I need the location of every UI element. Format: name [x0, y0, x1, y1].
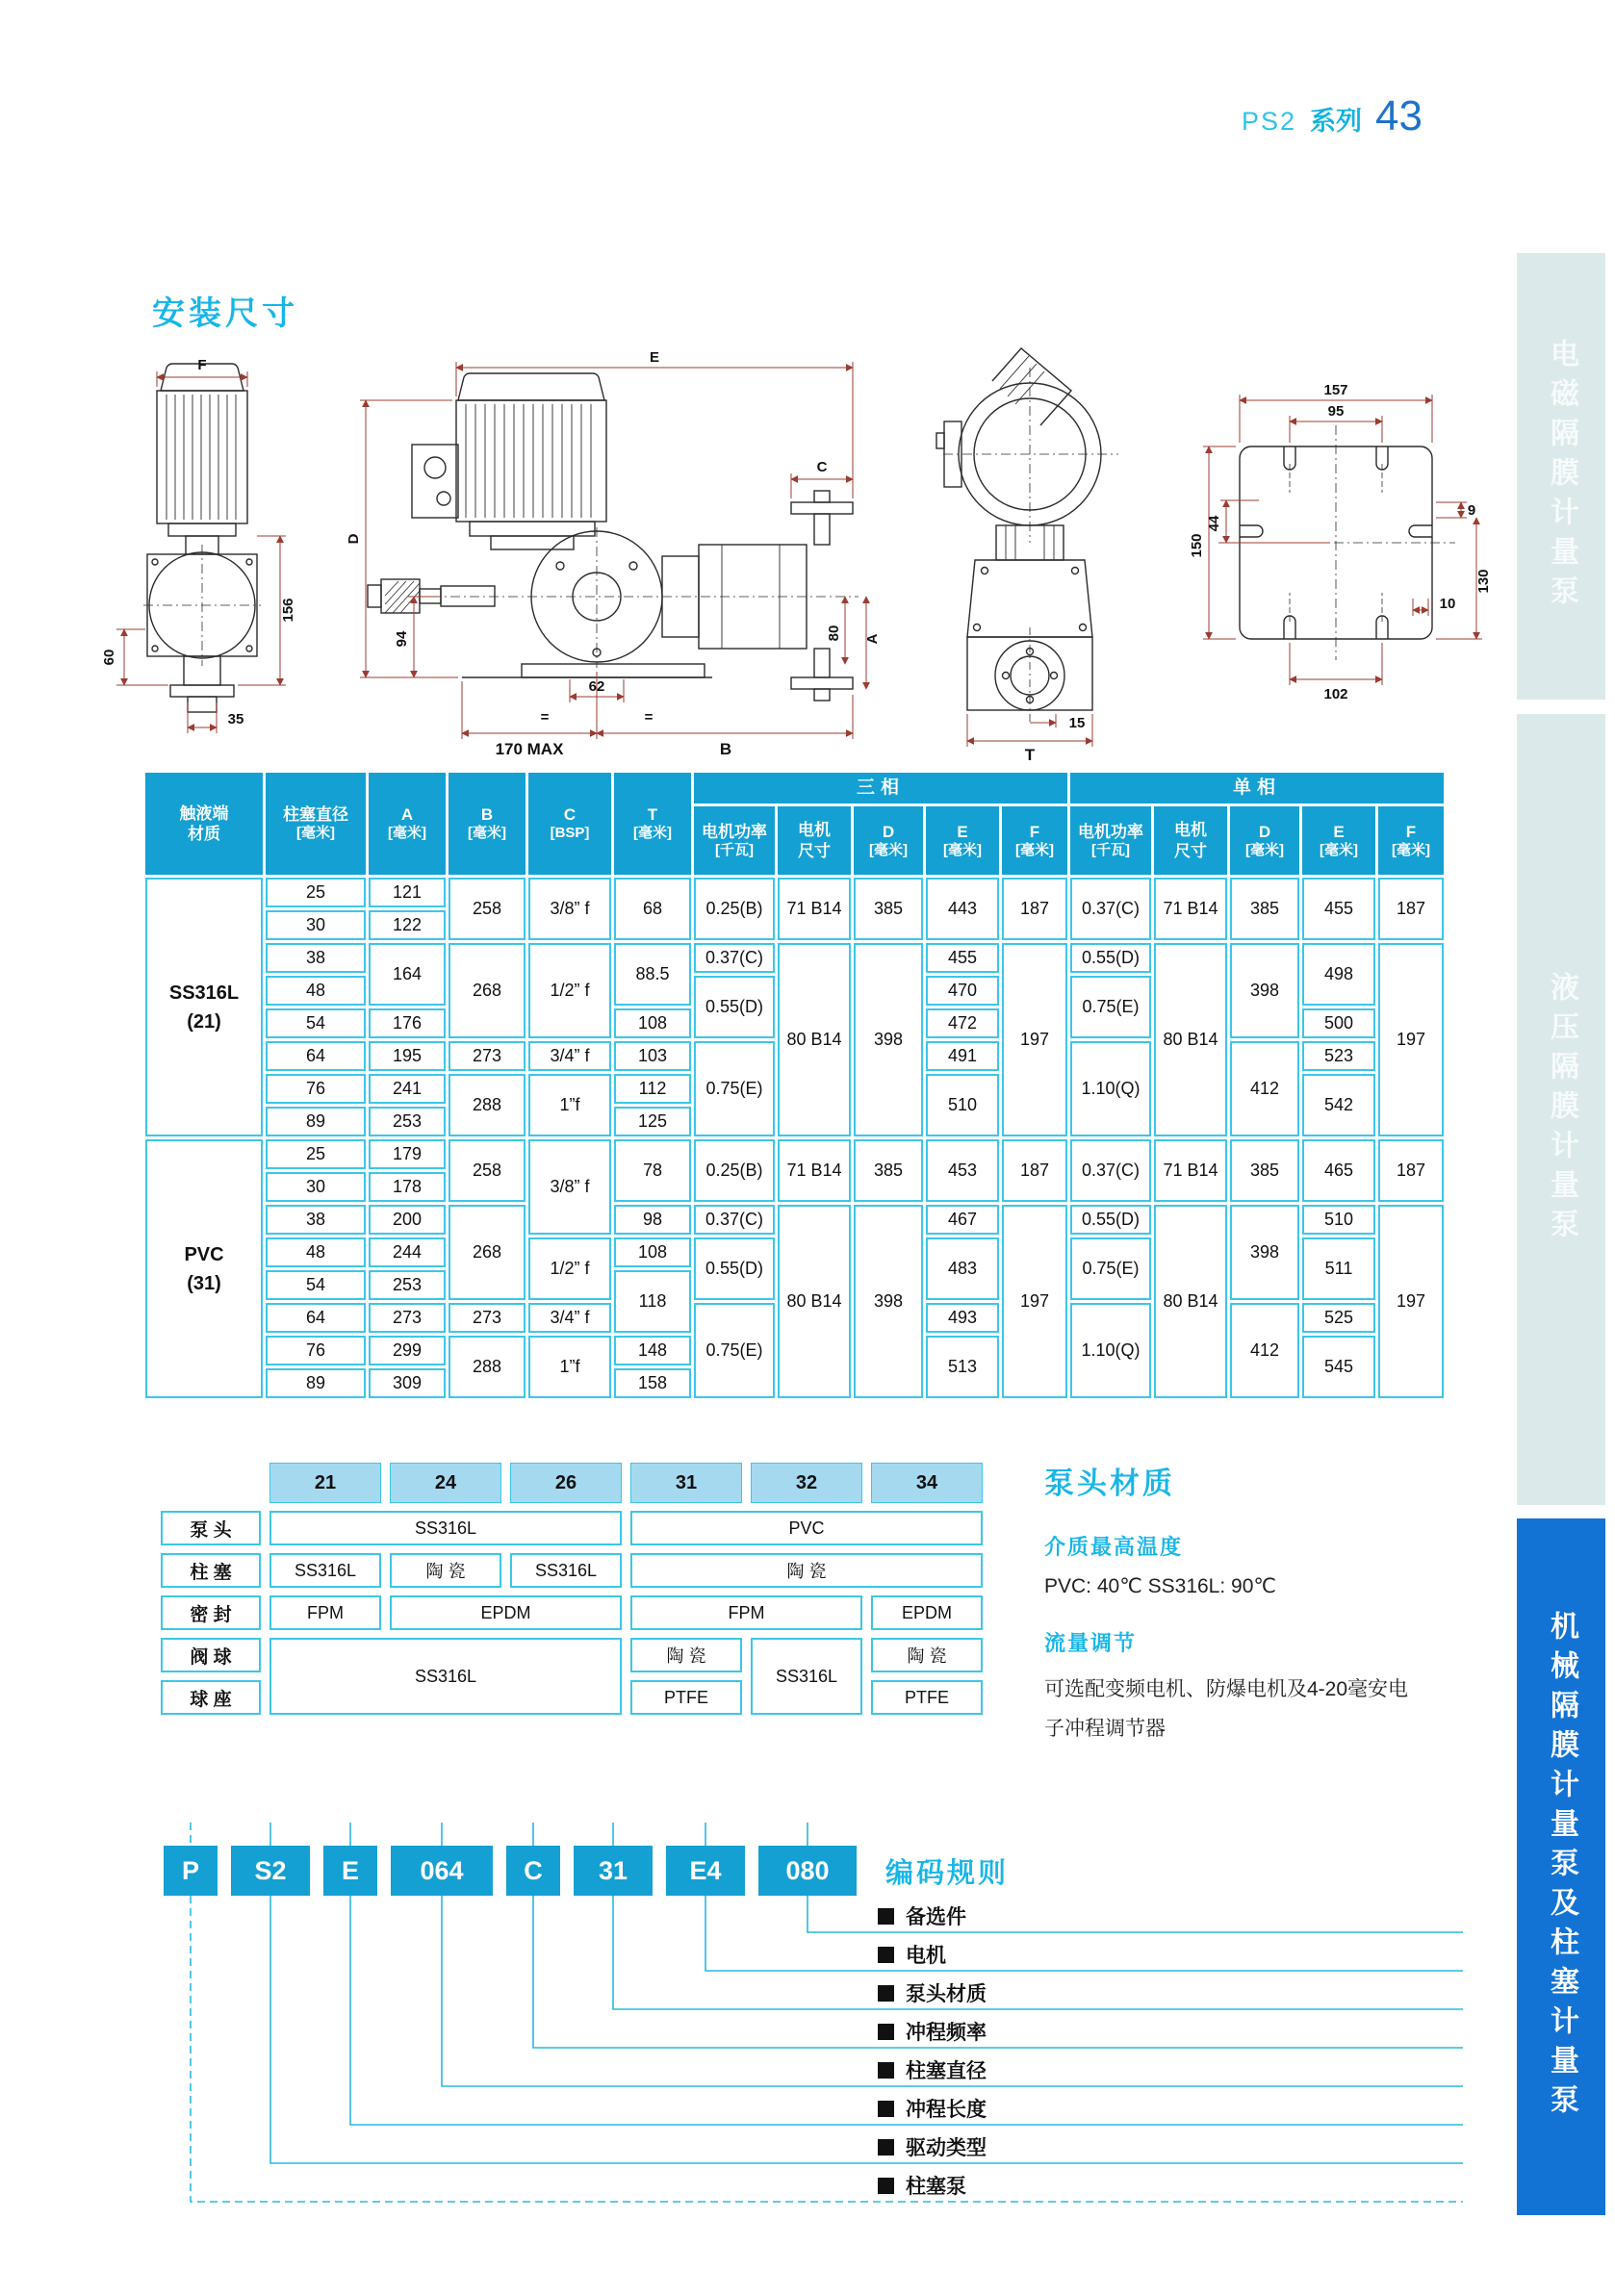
dim-cell: 398	[1230, 1205, 1299, 1300]
header-label: 电机功率	[1078, 822, 1143, 841]
dim-label: 44	[1206, 515, 1222, 532]
header-label: D	[882, 822, 895, 841]
series-label: PS2	[1242, 107, 1297, 136]
bullet-square-icon	[878, 1908, 894, 1925]
dim-cell: 25	[266, 1139, 366, 1169]
dim-label: =	[644, 709, 654, 726]
code-box-stroke-freq: C	[506, 1846, 560, 1896]
dim-cell: 3/8” f	[528, 1139, 611, 1235]
mat-cell: SS316L	[269, 1553, 381, 1588]
table-row	[161, 1553, 983, 1588]
flow-adjust-text: 可选配变频电机、防爆电机及4-20毫安电子冲程调节器	[1044, 1678, 1409, 1740]
legend-item	[878, 2017, 987, 2046]
header-unit: [毫米]	[1320, 841, 1358, 858]
header-motor-size-1ph	[1154, 806, 1227, 875]
mat-cell: 陶 瓷	[871, 1638, 983, 1672]
header-f-1ph	[1378, 806, 1444, 875]
table-row	[161, 1511, 983, 1545]
corner-cell	[161, 1463, 261, 1503]
dim-cell: 71 B14	[778, 1139, 851, 1202]
dim-cell: 71 B14	[1154, 1139, 1227, 1202]
dim-cell: 542	[1302, 1074, 1375, 1136]
dim-cell: 98	[614, 1205, 691, 1235]
dim-cell: 3/4” f	[528, 1303, 611, 1333]
code-box-motor: E4	[666, 1846, 745, 1896]
dim-cell: 385	[854, 1139, 923, 1202]
dim-label: A	[864, 633, 881, 645]
dim-cell: 268	[449, 943, 526, 1038]
header-label: D	[1258, 822, 1271, 841]
dim-cell: 76	[266, 1336, 366, 1365]
dim-cell: 88.5	[614, 943, 691, 1006]
pump-head-material-table	[152, 1455, 991, 1722]
dim-cell: 483	[926, 1237, 999, 1300]
dim-cell: 118	[614, 1270, 691, 1333]
dim-cell: 89	[266, 1368, 366, 1398]
legend-label: 备选件	[906, 1906, 966, 1928]
legend-label: 冲程长度	[906, 2099, 987, 2121]
mat-row-label: 泵 头	[161, 1511, 261, 1545]
header-unit: [毫米]	[1245, 841, 1284, 858]
header-material	[145, 773, 263, 875]
dim-cell: 187	[1002, 1139, 1067, 1202]
dim-cell: 64	[266, 1303, 366, 1333]
bullet-square-icon	[878, 2139, 894, 2156]
dim-cell: 108	[614, 1008, 691, 1038]
mat-col-header: 24	[390, 1463, 501, 1503]
dim-cell: 68	[614, 878, 691, 940]
header-label: 电机功率	[702, 822, 767, 841]
drawing-plate-view	[1176, 368, 1494, 754]
mat-cell: SS316L	[269, 1638, 622, 1715]
dim-cell: 0.55(D)	[694, 1237, 775, 1300]
dim-cell: 0.75(E)	[694, 1303, 775, 1398]
legend-item	[878, 1978, 987, 2007]
dim-label: T	[1024, 746, 1036, 764]
dim-label: =	[540, 709, 550, 726]
header-d-3ph	[854, 806, 923, 875]
mat-cell: EPDM	[390, 1595, 622, 1630]
dim-cell: 71 B14	[778, 878, 851, 940]
material-cell	[145, 1139, 263, 1398]
bullet-square-icon	[878, 2062, 894, 2079]
table-row	[145, 1139, 1444, 1169]
header-unit: [BSP]	[550, 825, 590, 842]
dim-cell: 103	[614, 1041, 691, 1071]
dim-cell: 78	[614, 1139, 691, 1202]
dim-cell: 385	[1230, 1139, 1299, 1202]
dim-cell: 30	[266, 1172, 366, 1202]
sidebar-band-label: 机械隔膜计量泵及柱塞计量泵	[1546, 1610, 1577, 2124]
dim-cell: 470	[926, 976, 999, 1006]
pump-head-material-title: 泵头材质	[1044, 1467, 1175, 1500]
material-name: SS316L	[168, 982, 240, 1004]
table-row	[161, 1638, 983, 1672]
mat-cell: PTFE	[871, 1680, 983, 1715]
bullet-square-icon	[878, 1985, 894, 2002]
sidebar-band-label: 电磁隔膜计量泵	[1546, 338, 1577, 615]
dim-label: 157	[1323, 382, 1348, 398]
header-unit: [毫米]	[633, 825, 672, 842]
dim-label: 95	[1327, 403, 1345, 420]
code-box-pump-type: P	[164, 1846, 218, 1896]
max-temp-title: 介质最高温度	[1044, 1535, 1184, 1559]
bullet-square-icon	[878, 2101, 894, 2117]
dim-cell: 54	[266, 1270, 366, 1300]
dim-cell: 178	[369, 1172, 446, 1202]
dim-cell: 241	[369, 1074, 446, 1104]
header-e-3ph	[926, 806, 999, 875]
dim-cell: 513	[926, 1336, 999, 1398]
dim-cell: 258	[449, 878, 526, 940]
code-box-plunger-dia: 064	[391, 1846, 493, 1896]
dim-cell: 3/4” f	[528, 1041, 611, 1071]
bullet-square-icon	[878, 2178, 894, 2194]
header-label: 触液端	[179, 804, 229, 823]
mat-row-label: 阀 球	[161, 1638, 261, 1672]
dim-cell: 493	[926, 1303, 999, 1333]
table-row	[145, 878, 1444, 907]
max-temp-value: PVC: 40℃ SS316L: 90℃	[1044, 1575, 1276, 1597]
dim-cell: 268	[449, 1205, 526, 1300]
header-label: C	[563, 805, 577, 824]
dim-cell: 187	[1378, 878, 1444, 940]
dim-cell: 0.37(C)	[694, 1205, 775, 1235]
dim-cell: 385	[1230, 878, 1299, 940]
mat-col-header: 21	[269, 1463, 381, 1503]
header-label: F	[1029, 822, 1040, 841]
dim-cell: 89	[266, 1107, 366, 1136]
dim-cell: 491	[926, 1041, 999, 1071]
dim-cell: 80 B14	[1154, 1205, 1227, 1398]
dim-cell: 1”f	[528, 1074, 611, 1136]
dim-label: 62	[588, 678, 605, 695]
legend-label: 冲程频率	[906, 2022, 987, 2044]
header-c	[528, 773, 611, 875]
dim-cell: 187	[1378, 1139, 1444, 1202]
dim-label: F	[197, 357, 207, 373]
dim-label: E	[649, 349, 660, 366]
mat-col-header: 31	[630, 1463, 742, 1503]
dim-cell: 54	[266, 1008, 366, 1038]
coding-rules-title: 编码规则	[885, 1858, 1010, 1889]
dim-cell: 38	[266, 943, 366, 973]
header-unit: [千瓦]	[715, 841, 754, 858]
dim-cell: 195	[369, 1041, 446, 1071]
dim-cell: 412	[1230, 1041, 1299, 1136]
dim-cell: 48	[266, 1237, 366, 1267]
dim-cell: 273	[449, 1041, 526, 1071]
dim-cell: 0.55(D)	[1070, 943, 1151, 973]
header-label: 尺寸	[1174, 841, 1207, 860]
dim-cell: 465	[1302, 1139, 1375, 1202]
dim-cell: 187	[1002, 878, 1067, 940]
header-unit: [千瓦]	[1091, 841, 1130, 858]
legend-item	[878, 2132, 987, 2161]
dim-label: 102	[1323, 686, 1348, 702]
legend-label: 泵头材质	[906, 1983, 987, 2005]
drawing-side-view	[318, 344, 881, 764]
dim-cell: 80 B14	[778, 943, 851, 1136]
header-label: 尺寸	[798, 841, 831, 860]
code-box-head-material: 31	[574, 1846, 653, 1896]
legend-item	[878, 2094, 987, 2123]
dim-cell: 38	[266, 1205, 366, 1235]
legend-item	[878, 1940, 946, 1969]
dim-cell: 385	[854, 878, 923, 940]
dim-cell: 197	[1378, 1205, 1444, 1398]
header-label: 电机	[798, 821, 831, 840]
dim-cell: 510	[1302, 1205, 1375, 1235]
dim-cell: 25	[266, 878, 366, 907]
dim-cell: 511	[1302, 1237, 1375, 1300]
dim-label: 15	[1068, 715, 1086, 731]
dim-cell: 197	[1378, 943, 1444, 1136]
bullet-square-icon	[878, 1947, 894, 1963]
table-row	[145, 943, 1444, 973]
dim-cell: 412	[1230, 1303, 1299, 1398]
header-label: E	[957, 822, 968, 841]
header-d-1ph	[1230, 806, 1299, 875]
dim-cell: 125	[614, 1107, 691, 1136]
dimensions-table	[142, 770, 1447, 1401]
material-cell	[145, 878, 263, 1136]
table-row	[161, 1595, 983, 1630]
drawing-end-view	[900, 339, 1165, 767]
header-unit: [毫米]	[468, 825, 506, 842]
dim-label: 156	[280, 598, 296, 623]
dim-cell: 197	[1002, 1205, 1067, 1398]
table-header-row	[145, 773, 1444, 804]
dim-cell: 176	[369, 1008, 446, 1038]
header-motor-size-3ph	[778, 806, 851, 875]
code-box-stroke-length: E	[323, 1846, 377, 1896]
dim-label: C	[816, 459, 828, 475]
dim-cell: 309	[369, 1368, 446, 1398]
dim-cell: 122	[369, 910, 446, 940]
dim-cell: 158	[614, 1368, 691, 1398]
dim-cell: 510	[926, 1074, 999, 1136]
series-word: 系列	[1310, 107, 1363, 136]
dim-cell: 244	[369, 1237, 446, 1267]
flow-adjust-title: 流量调节	[1044, 1631, 1138, 1655]
header-label: E	[1333, 822, 1345, 841]
mat-row-label: 密 封	[161, 1595, 261, 1630]
mat-cell: PTFE	[630, 1680, 742, 1715]
dim-cell: 1.10(Q)	[1070, 1303, 1151, 1398]
dim-label: 60	[101, 649, 117, 666]
sidebar-band-label: 液压隔膜计量泵	[1546, 971, 1577, 1248]
dim-label: 170 MAX	[495, 740, 564, 758]
page-header	[1242, 92, 1423, 140]
dim-cell: 80 B14	[1154, 943, 1227, 1136]
header-e-1ph	[1302, 806, 1375, 875]
dim-label: 130	[1475, 569, 1492, 594]
dim-cell: 1”f	[528, 1336, 611, 1398]
code-box-drive-type: S2	[231, 1846, 310, 1896]
dim-cell: 48	[266, 976, 366, 1006]
coding-section	[0, 1807, 1482, 2269]
mat-cell: SS316L	[751, 1638, 862, 1715]
dim-cell: 498	[1302, 943, 1375, 1006]
legend-label: 电机	[906, 1945, 946, 1967]
dim-label: 35	[227, 711, 244, 727]
header-unit: [毫米]	[1392, 841, 1430, 858]
mat-col-header: 26	[510, 1463, 622, 1503]
header-unit: [毫米]	[388, 825, 426, 842]
mat-row-label: 柱 塞	[161, 1553, 261, 1588]
dim-cell: 80 B14	[778, 1205, 851, 1398]
drawing-front-view	[101, 348, 308, 762]
mat-cell: SS316L	[269, 1511, 622, 1545]
header-unit: [毫米]	[943, 841, 982, 858]
dim-cell: 288	[449, 1074, 526, 1136]
sidebar-band-electromagnetic	[1517, 253, 1605, 700]
dim-cell: 443	[926, 878, 999, 940]
dim-cell: 0.37(C)	[1070, 878, 1151, 940]
dim-cell: 164	[369, 943, 446, 1006]
installation-title: 安装尺寸	[152, 295, 298, 332]
dim-cell: 112	[614, 1074, 691, 1104]
mat-cell: 陶 瓷	[630, 1553, 983, 1588]
dim-cell: 3/8” f	[528, 878, 611, 940]
dim-cell: 0.37(C)	[1070, 1139, 1151, 1202]
dim-label: 94	[394, 630, 410, 648]
header-label: F	[1405, 822, 1417, 841]
dim-cell: 76	[266, 1074, 366, 1104]
legend-item	[878, 2055, 987, 2084]
dim-cell: 200	[369, 1205, 446, 1235]
dim-cell: 453	[926, 1139, 999, 1202]
mat-cell: FPM	[630, 1595, 862, 1630]
dim-cell: 253	[369, 1107, 446, 1136]
table-header-row	[161, 1463, 983, 1503]
header-label: 电机	[1174, 821, 1207, 840]
bullet-square-icon	[878, 2024, 894, 2040]
sidebar-band-hydraulic	[1517, 714, 1605, 1505]
mat-col-header: 34	[871, 1463, 983, 1503]
header-label: T	[647, 805, 658, 824]
dim-cell: 0.55(D)	[1070, 1205, 1151, 1235]
dim-cell: 64	[266, 1041, 366, 1071]
dim-cell: 253	[369, 1270, 446, 1300]
header-a	[369, 773, 446, 875]
header-motor-power-1ph	[1070, 806, 1151, 875]
mat-col-header: 32	[751, 1463, 862, 1503]
mat-cell: PVC	[630, 1511, 983, 1545]
dim-label: 80	[826, 625, 842, 642]
mat-cell: FPM	[269, 1595, 381, 1630]
dim-cell: 197	[1002, 943, 1067, 1136]
header-t	[614, 773, 691, 875]
dim-label: 9	[1467, 502, 1476, 519]
dim-cell: 525	[1302, 1303, 1375, 1333]
dim-cell: 472	[926, 1008, 999, 1038]
dim-cell: 0.25(B)	[694, 878, 775, 940]
dim-cell: 0.55(D)	[694, 976, 775, 1038]
legend-label: 柱塞直径	[906, 2060, 987, 2082]
header-label: 柱塞直径	[283, 805, 348, 824]
mat-cell: EPDM	[871, 1595, 983, 1630]
dim-label: 150	[1189, 533, 1205, 558]
dim-cell: 398	[1230, 943, 1299, 1038]
header-b	[449, 773, 526, 875]
mat-cell: 陶 瓷	[390, 1553, 501, 1588]
dim-cell: 0.75(E)	[694, 1041, 775, 1136]
dim-cell: 398	[854, 1205, 923, 1398]
dim-cell: 398	[854, 943, 923, 1136]
header-unit: [毫米]	[296, 825, 335, 842]
dim-cell: 108	[614, 1237, 691, 1267]
dim-cell: 179	[369, 1139, 446, 1169]
dim-cell: 288	[449, 1336, 526, 1398]
header-plunger-diameter	[266, 773, 366, 875]
dim-cell: 1/2” f	[528, 943, 611, 1038]
material-code: (31)	[187, 1272, 221, 1294]
dim-cell: 500	[1302, 1008, 1375, 1038]
dim-cell: 121	[369, 878, 446, 907]
mat-cell: SS316L	[510, 1553, 622, 1588]
sidebar-band-mechanical	[1517, 1518, 1605, 2215]
legend-label: 驱动类型	[906, 2137, 987, 2159]
dim-cell: 1.10(Q)	[1070, 1041, 1151, 1136]
material-name: PVC	[184, 1243, 224, 1265]
legend-item	[878, 1901, 966, 1930]
dim-cell: 0.25(B)	[694, 1139, 775, 1202]
dim-cell: 0.37(C)	[694, 943, 775, 973]
dim-cell: 273	[369, 1303, 446, 1333]
header-unit: [毫米]	[869, 841, 908, 858]
header-motor-power-3ph	[694, 806, 775, 875]
dim-cell: 545	[1302, 1336, 1375, 1398]
dim-cell: 467	[926, 1205, 999, 1235]
legend-label: 柱塞泵	[906, 2176, 966, 2198]
dim-cell: 299	[369, 1336, 446, 1365]
code-box-options: 080	[758, 1846, 857, 1896]
header-f-3ph	[1002, 806, 1067, 875]
mat-cell: 陶 瓷	[630, 1638, 742, 1672]
dim-label: B	[719, 740, 732, 758]
header-three-phase: 三相	[694, 773, 1067, 804]
dim-cell: 273	[449, 1303, 526, 1333]
dim-cell: 30	[266, 910, 366, 940]
dim-cell: 148	[614, 1336, 691, 1365]
page-number: 43	[1375, 92, 1423, 140]
dim-cell: 1/2” f	[528, 1237, 611, 1300]
dim-cell: 0.75(E)	[1070, 1237, 1151, 1300]
mat-row-label: 球 座	[161, 1680, 261, 1715]
material-code: (21)	[187, 1010, 221, 1033]
dim-cell: 71 B14	[1154, 878, 1227, 940]
header-unit: [毫米]	[1015, 841, 1054, 858]
info-panel	[1044, 1459, 1458, 1749]
legend-item	[878, 2171, 966, 2200]
dim-label: 10	[1439, 596, 1456, 612]
dim-cell: 258	[449, 1139, 526, 1202]
dim-cell: 0.75(E)	[1070, 976, 1151, 1038]
dim-cell: 523	[1302, 1041, 1375, 1071]
table-row	[145, 1205, 1444, 1235]
header-single-phase: 单相	[1070, 773, 1444, 804]
header-label: A	[400, 805, 414, 824]
dim-cell: 455	[926, 943, 999, 973]
dim-cell: 455	[1302, 878, 1375, 940]
header-label: B	[480, 805, 494, 824]
dim-label: D	[346, 533, 362, 545]
header-label: 材质	[188, 825, 220, 843]
